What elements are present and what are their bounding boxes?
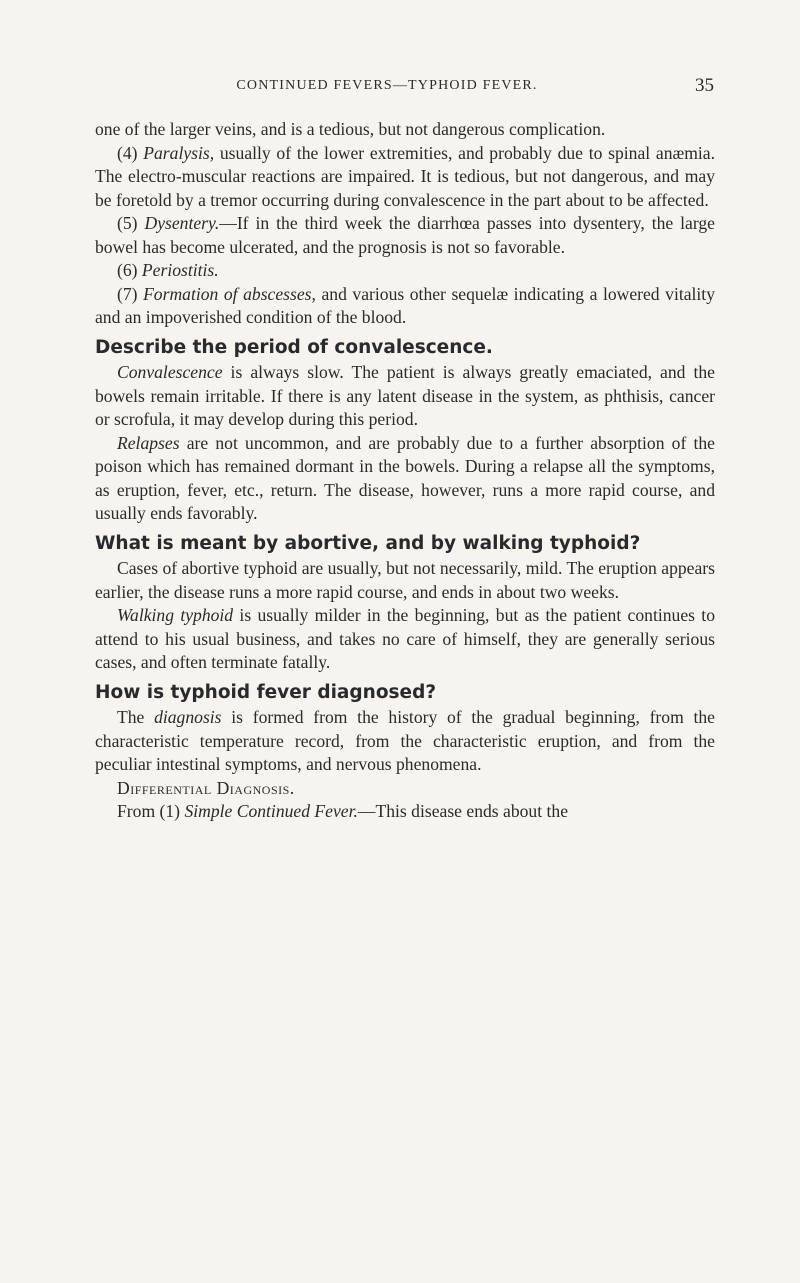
complication-periostitis: (6) Periostitis. [117, 260, 219, 280]
term-abscesses: Formation of abscesses, [143, 283, 316, 304]
heading-diagnosis: How is typhoid fever diagnosed? [95, 681, 437, 703]
term-periostitis: Periostitis. [141, 260, 219, 280]
term-simple-continued-fever: Simple Continued Fever. [184, 801, 358, 821]
paragraph-simple-continued-fever: From (1) Simple Continued Fever.—This disease ends about the [117, 801, 569, 821]
paragraph-continuation: one of the larger veins, and is a tedious, but not dangerous complication. [95, 119, 606, 139]
running-head: CONTINUED FEVERS—TYPHOID FEVER. [236, 78, 538, 93]
page-number: 35 [695, 75, 714, 96]
term-dysentery: Dysentery. [144, 213, 220, 233]
paragraph-convalescence: Convalescence is always slow. The patient is always greatly emaciated, and the bowels remain irritable. If there is any latent disease in the system, as phthisis, cancer or scrofula, it may develop during this period. [95, 362, 715, 429]
paragraph-relapses: Relapses are not uncommon, and are probably due to a further absorption of the poison which has remained dormant in the bowels. During a relapse all the symptoms, as eruption, fever, etc., return. The disease, however, runs a more rapid course, and usually ends favorably. [95, 432, 715, 523]
term-walking-typhoid: Walking typhoid [117, 605, 234, 625]
running-header [60, 75, 714, 96]
term-relapses: Relapses [117, 432, 180, 453]
complication-abscesses: (7) Formation of abscesses, and various other sequelæ indicating a lowered vitality and an impoverished condition of the blood. [95, 283, 715, 327]
heading-abortive-walking: What is meant by abortive, and by walking typhoid? [95, 532, 641, 554]
complication-paralysis: (4) Paralysis, usually of the lower extremities, and probably due to spinal anæmia. The electro-muscular reactions are impaired. It is tedious, but not dangerous, and may be foretold by a tremor occurring during convalescence in the part about to be affected. [95, 142, 716, 210]
paragraph-diagnosis: The diagnosis is formed from the history of the gradual beginning, from the characteristic temperature record, from the characteristic eruption, and from the peculiar intestinal symptoms, and nervous phenomena. [95, 707, 715, 774]
term-paralysis: Paralysis, [143, 142, 215, 163]
complication-dysentery: (5) Dysentery.—If in the third week the diarrhœa passes into dysentery, the large bowel has become ulcerated, and the prognosis is not so favorable. [95, 213, 715, 257]
subheading-differential-diagnosis: Differential Diagnosis. [117, 777, 295, 798]
paragraph-abortive: Cases of abortive typhoid are usually, but not necessarily, mild. The eruption appears earlier, the disease runs a more rapid course, and ends in about two weeks. [95, 558, 715, 602]
heading-convalescence: Describe the period of convalescence. [95, 336, 493, 358]
page-body [95, 118, 715, 824]
paragraph-walking-typhoid: Walking typhoid is usually milder in the beginning, but as the patient continues to attend to his usual business, and takes no care of himself, they are generally serious cases, and often terminate fatally. [95, 605, 715, 672]
term-convalescence: Convalescence [117, 362, 223, 382]
term-diagnosis: diagnosis [154, 707, 222, 727]
